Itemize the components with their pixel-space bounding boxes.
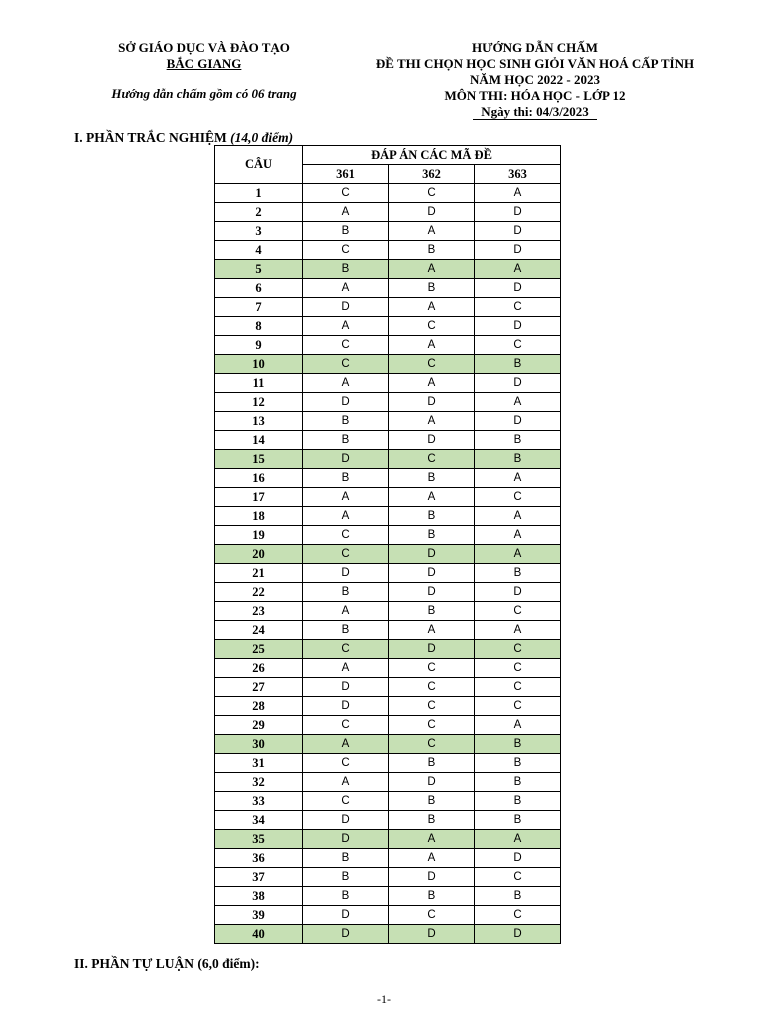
answer-cell: A: [303, 773, 389, 792]
page-number: -1-: [377, 992, 391, 1006]
question-number: 33: [215, 792, 303, 811]
guide-title: HƯỚNG DẪN CHẤM: [472, 40, 598, 55]
answer-cell: C: [389, 450, 475, 469]
question-number: 7: [215, 298, 303, 317]
answer-cell: D: [475, 849, 561, 868]
section-1-title: I. PHẦN TRẮC NGHIỆM: [74, 130, 227, 145]
answer-cell: B: [303, 849, 389, 868]
question-number: 18: [215, 507, 303, 526]
answer-cell: D: [389, 545, 475, 564]
question-number: 22: [215, 583, 303, 602]
table-row: [215, 469, 561, 488]
table-row: [215, 697, 561, 716]
answer-cell: C: [475, 659, 561, 678]
exam-title: ĐỀ THI CHỌN HỌC SINH GIỎI VĂN HOÁ CẤP TỈNH: [375, 56, 695, 71]
school-year: NĂM HỌC 2022 - 2023: [470, 72, 600, 87]
answer-cell: C: [389, 678, 475, 697]
question-number: 5: [215, 260, 303, 279]
answer-cell: A: [303, 735, 389, 754]
question-number: 16: [215, 469, 303, 488]
question-number: 35: [215, 830, 303, 849]
answer-cell: B: [389, 526, 475, 545]
table-row: [215, 583, 561, 602]
answer-cell: C: [475, 678, 561, 697]
answer-cell: C: [303, 754, 389, 773]
answer-cell: A: [303, 203, 389, 222]
answer-cell: B: [475, 355, 561, 374]
answer-cell: B: [475, 431, 561, 450]
answer-cell: D: [475, 374, 561, 393]
answer-cell: D: [389, 640, 475, 659]
question-number: 40: [215, 925, 303, 944]
answer-cell: D: [475, 241, 561, 260]
answer-cell: B: [475, 735, 561, 754]
answer-cell: A: [389, 849, 475, 868]
province-name: BẮC GIANG: [166, 56, 242, 71]
answer-cell: B: [475, 887, 561, 906]
answer-cell: B: [303, 412, 389, 431]
answer-cell: B: [303, 621, 389, 640]
question-number: 15: [215, 450, 303, 469]
answer-cell: A: [475, 545, 561, 564]
answer-cell: B: [389, 241, 475, 260]
question-number: 30: [215, 735, 303, 754]
question-number: 26: [215, 659, 303, 678]
table-row: [215, 317, 561, 336]
question-number: 8: [215, 317, 303, 336]
table-row: [215, 811, 561, 830]
table-row: [215, 507, 561, 526]
answer-cell: A: [303, 507, 389, 526]
answer-cell: B: [389, 792, 475, 811]
answer-cell: A: [389, 374, 475, 393]
answer-cell: C: [475, 906, 561, 925]
answer-cell: A: [389, 260, 475, 279]
answer-cell: C: [389, 697, 475, 716]
question-number: 3: [215, 222, 303, 241]
answer-cell: C: [475, 336, 561, 355]
answer-cell: C: [475, 697, 561, 716]
answer-cell: D: [389, 203, 475, 222]
table-row: [215, 849, 561, 868]
question-column-header: CÂU: [215, 146, 303, 184]
answer-cell: C: [475, 602, 561, 621]
answer-cell: B: [389, 507, 475, 526]
answer-cell: D: [303, 697, 389, 716]
answer-cell: D: [389, 583, 475, 602]
answer-cell: C: [303, 792, 389, 811]
table-row: [215, 260, 561, 279]
table-row: [215, 773, 561, 792]
table-row: [215, 754, 561, 773]
answer-cell: B: [475, 564, 561, 583]
question-number: 39: [215, 906, 303, 925]
answer-cell: C: [303, 355, 389, 374]
question-number: 24: [215, 621, 303, 640]
answer-cell: B: [303, 431, 389, 450]
section-1-points: (14,0 điểm): [230, 130, 294, 145]
answer-cell: B: [389, 811, 475, 830]
exam-date: Ngày thi: 04/3/2023: [340, 104, 730, 120]
table-row: [215, 393, 561, 412]
department-header: [84, 40, 324, 102]
question-number: 20: [215, 545, 303, 564]
answer-cell: D: [303, 564, 389, 583]
answer-cell: C: [389, 184, 475, 203]
answer-cell: D: [389, 868, 475, 887]
question-number: 31: [215, 754, 303, 773]
exam-code-header: 361: [303, 165, 389, 184]
table-row: [215, 887, 561, 906]
answer-cell: A: [475, 830, 561, 849]
table-row: [215, 716, 561, 735]
table-row: [215, 659, 561, 678]
answer-cell: C: [389, 317, 475, 336]
answer-cell: C: [303, 336, 389, 355]
answer-cell: C: [389, 659, 475, 678]
question-number: 10: [215, 355, 303, 374]
subject: MÔN THI: HÓA HỌC - LỚP 12: [444, 88, 626, 103]
answer-cell: B: [475, 792, 561, 811]
answer-cell: C: [303, 545, 389, 564]
question-number: 28: [215, 697, 303, 716]
table-row: [215, 374, 561, 393]
answer-cell: D: [389, 393, 475, 412]
answer-cell: A: [389, 412, 475, 431]
answer-cell: C: [475, 488, 561, 507]
table-row: [215, 925, 561, 944]
question-number: 21: [215, 564, 303, 583]
table-row: [215, 450, 561, 469]
question-number: 32: [215, 773, 303, 792]
answer-cell: C: [303, 184, 389, 203]
question-number: 38: [215, 887, 303, 906]
answer-cell: B: [475, 811, 561, 830]
table-row: [215, 298, 561, 317]
question-number: 13: [215, 412, 303, 431]
answer-cell: B: [389, 469, 475, 488]
answer-cell: D: [475, 222, 561, 241]
question-number: 14: [215, 431, 303, 450]
answer-codes-group-header: ĐÁP ÁN CÁC MÃ ĐỀ: [303, 146, 561, 165]
answer-cell: D: [303, 393, 389, 412]
answer-cell: D: [475, 317, 561, 336]
question-number: 34: [215, 811, 303, 830]
answer-cell: D: [475, 925, 561, 944]
answer-cell: D: [475, 412, 561, 431]
answer-cell: B: [389, 602, 475, 621]
table-row: [215, 431, 561, 450]
question-number: 11: [215, 374, 303, 393]
answer-cell: B: [475, 754, 561, 773]
answer-key-table: [214, 145, 561, 944]
question-number: 2: [215, 203, 303, 222]
answer-cell: D: [303, 811, 389, 830]
exam-header: [340, 40, 730, 120]
answer-cell: B: [475, 773, 561, 792]
question-number: 19: [215, 526, 303, 545]
answer-cell: A: [303, 279, 389, 298]
table-row: [215, 222, 561, 241]
answer-cell: C: [389, 735, 475, 754]
answer-cell: A: [475, 469, 561, 488]
answer-cell: B: [303, 887, 389, 906]
exam-code-header: 362: [389, 165, 475, 184]
answer-cell: A: [389, 222, 475, 241]
table-row: [215, 868, 561, 887]
answer-cell: C: [303, 716, 389, 735]
table-row: [215, 640, 561, 659]
question-number: 17: [215, 488, 303, 507]
table-row: [215, 336, 561, 355]
answer-cell: A: [475, 260, 561, 279]
answer-cell: D: [389, 431, 475, 450]
answer-cell: A: [303, 659, 389, 678]
answer-cell: D: [475, 203, 561, 222]
table-row: [215, 184, 561, 203]
answer-cell: A: [475, 526, 561, 545]
answer-cell: B: [389, 754, 475, 773]
answer-cell: A: [389, 621, 475, 640]
question-number: 37: [215, 868, 303, 887]
answer-cell: C: [475, 868, 561, 887]
answer-cell: A: [303, 317, 389, 336]
question-number: 25: [215, 640, 303, 659]
answer-cell: A: [389, 336, 475, 355]
answer-cell: D: [303, 450, 389, 469]
table-header-row: [215, 146, 561, 165]
answer-cell: B: [303, 583, 389, 602]
department-name: SỞ GIÁO DỤC VÀ ĐÀO TẠO: [118, 40, 290, 55]
answer-cell: B: [303, 260, 389, 279]
answer-cell: C: [303, 640, 389, 659]
table-row: [215, 602, 561, 621]
table-row: [215, 488, 561, 507]
section-2-title: II. PHẦN TỰ LUẬN (6,0 điểm):: [74, 956, 260, 971]
answer-cell: B: [303, 868, 389, 887]
answer-cell: A: [475, 393, 561, 412]
answer-cell: A: [475, 507, 561, 526]
question-number: 23: [215, 602, 303, 621]
answer-cell: B: [389, 279, 475, 298]
answer-cell: A: [389, 488, 475, 507]
table-row: [215, 678, 561, 697]
answer-cell: A: [475, 621, 561, 640]
answer-cell: D: [389, 564, 475, 583]
exam-code-header: 363: [475, 165, 561, 184]
page-count-note: Hướng dẫn chấm gồm có 06 trang: [111, 86, 297, 101]
answer-cell: C: [389, 906, 475, 925]
answer-cell: C: [303, 241, 389, 260]
answer-cell: D: [303, 906, 389, 925]
answer-cell: D: [303, 298, 389, 317]
table-row: [215, 241, 561, 260]
answer-rows: [215, 184, 561, 944]
answer-cell: C: [303, 526, 389, 545]
answer-cell: A: [303, 488, 389, 507]
answer-cell: D: [475, 279, 561, 298]
answer-cell: A: [389, 298, 475, 317]
section-essay-heading: [74, 956, 260, 972]
answer-cell: A: [475, 184, 561, 203]
answer-cell: D: [303, 678, 389, 697]
question-number: 4: [215, 241, 303, 260]
table-row: [215, 792, 561, 811]
answer-cell: A: [303, 602, 389, 621]
question-number: 27: [215, 678, 303, 697]
question-number: 36: [215, 849, 303, 868]
answer-cell: A: [389, 830, 475, 849]
question-number: 29: [215, 716, 303, 735]
answer-cell: B: [303, 222, 389, 241]
answer-cell: C: [475, 640, 561, 659]
table-row: [215, 279, 561, 298]
table-row: [215, 526, 561, 545]
question-number: 1: [215, 184, 303, 203]
table-row: [215, 906, 561, 925]
answer-cell: A: [303, 374, 389, 393]
table-row: [215, 412, 561, 431]
question-number: 6: [215, 279, 303, 298]
answer-cell: C: [475, 298, 561, 317]
answer-cell: D: [389, 773, 475, 792]
question-number: 12: [215, 393, 303, 412]
answer-cell: B: [475, 450, 561, 469]
section-multiple-choice-heading: [74, 130, 293, 146]
answer-cell: A: [475, 716, 561, 735]
answer-cell: C: [389, 355, 475, 374]
answer-cell: D: [303, 830, 389, 849]
answer-cell: C: [389, 716, 475, 735]
table-row: [215, 621, 561, 640]
question-number: 9: [215, 336, 303, 355]
answer-cell: D: [475, 583, 561, 602]
answer-cell: B: [303, 469, 389, 488]
table-row: [215, 355, 561, 374]
table-row: [215, 564, 561, 583]
answer-cell: D: [389, 925, 475, 944]
table-row: [215, 735, 561, 754]
answer-cell: D: [303, 925, 389, 944]
table-row: [215, 545, 561, 564]
answer-cell: B: [389, 887, 475, 906]
table-row: [215, 830, 561, 849]
table-row: [215, 203, 561, 222]
